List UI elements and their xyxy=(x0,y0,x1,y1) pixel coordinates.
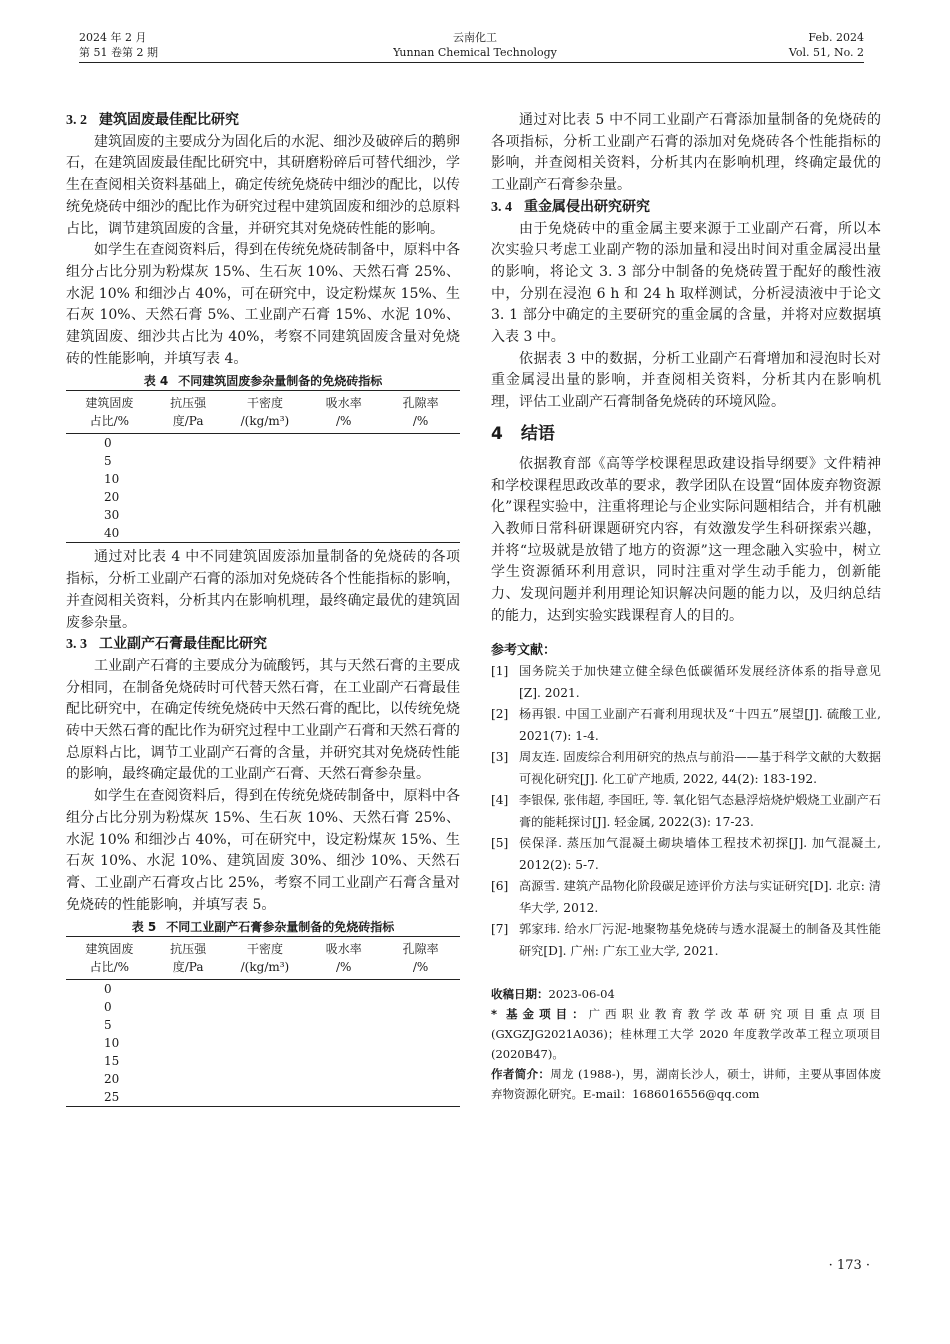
table-title: 不同建筑固废参杂量制备的免烧砖指标 xyxy=(178,374,383,389)
reference-item: [3] 周友连. 固废综合利用研究的热点与前沿——基于科学文献的大数据可视化研究[J]. 化工矿产地质, 2022, 44(2): 183-192. xyxy=(491,750,881,786)
table-row: 5 xyxy=(104,1018,112,1033)
table-header-row xyxy=(66,937,460,980)
section-title: 工业副产石膏最佳配比研究 xyxy=(99,636,267,653)
table-row: 25 xyxy=(104,1090,120,1105)
paragraph: 通过对比表 4 中不同建筑固废添加量制备的免烧砖的各项指标，分析工业副产石膏的添加对免烧砖各个性能指标的影响，并查阅相关资料，分析其内在影响机理，最终确定最优的建筑固废参杂量。 xyxy=(66,549,460,631)
table-number: 表 4 xyxy=(143,374,169,389)
reference-item: [4] 李银保, 张伟超, 李国旺, 等. 氧化铝气态悬浮焙烧炉煅烧工业副产石膏的能耗探讨[J]. 轻金属, 2022(3): 17-23. xyxy=(491,793,881,829)
section-title: 结语 xyxy=(520,423,555,444)
left-column xyxy=(66,110,460,1107)
table-row: 30 xyxy=(104,508,120,523)
column-header: 吸水率 /% xyxy=(325,942,362,975)
right-column xyxy=(491,110,881,1104)
table-title: 不同工业副产石膏参杂量制备的免烧砖指标 xyxy=(166,920,395,935)
column-header: 孔隙率 /% xyxy=(402,396,439,429)
section-number: 3. 2 xyxy=(66,113,87,128)
header-rule xyxy=(79,62,864,63)
section-number: 3. 4 xyxy=(491,199,512,215)
header-volume-en: Vol. 51, No. 2 xyxy=(788,46,864,59)
author-info: 作者简介：周龙 (1988-)，男，湖南长沙人，硕士，讲师，主要从事固体废弃物资源化研究。E-mail：1686016556@qq.com xyxy=(491,1067,882,1102)
reference-item: [5] 侯保泽. 蒸压加气混凝土砌块墙体工程技术初探[J]. 加气混凝土, 2012(2): 5-7. xyxy=(491,836,881,872)
column-header: 抗压强 度/Pa xyxy=(170,942,207,975)
table-row: 0 xyxy=(104,1000,112,1015)
table-row: 0 xyxy=(104,436,112,451)
section-title: 重金属侵出研究研究 xyxy=(524,198,650,215)
table-row: 10 xyxy=(104,472,120,487)
column-header: 吸水率 /% xyxy=(325,396,362,429)
table-row: 40 xyxy=(104,526,120,541)
column-header: 孔隙率 /% xyxy=(402,942,439,975)
column-header: 建筑固废 占比/% xyxy=(85,942,134,975)
header-date-cn: 2024 年 2 月 xyxy=(79,31,147,44)
table-5 xyxy=(66,936,460,1107)
paragraph: 依据教育部《高等学校课程思政建设指导纲要》文件精神和学校课程思政改革的要求，教学团队在设置“固体废弃物资源化”课程实验中，注重将理论与企业实际问题相结合，并有机融入教师日常科研课题研究内容，有效激发学生科研探索兴趣，并将“垃圾就是放错了地方的资源”这一理念融入实验中，树立学生资源循环利用意识，同时注重对学生动手能力，创新能力、发现问题并利用理论知识解决问题的能力以，及归纳总结的能力，达到实验实践课程育人的目的。 xyxy=(491,455,881,624)
table-row: 20 xyxy=(104,490,120,505)
reference-item: [2] 杨再银. 中国工业副产石膏利用现状及“十四五”展望[J]. 硫酸工业, 2021(7): 1-4. xyxy=(491,707,881,743)
section-title: 建筑固废最佳配比研究 xyxy=(99,112,239,128)
received-date: 收稿日期：2023-06-04 xyxy=(491,987,615,1002)
paragraph: 如学生在查阅资料后，得到在传统免烧砖制备中，原料中各组分占比分别为粉煤灰 15%、生石灰 10%、天然石膏 25%、水泥 10% 和细沙占 40%，可在研究中，设定粉煤灰 15%、生石灰 10%、水泥 10%、建筑固废 30%、细沙 10%、天然石膏、工业副产石膏攻占比 25%，考察不同工业副产石膏含量对免烧砖的性能影响，并填写表 5。 xyxy=(66,788,460,913)
section-3-4-heading xyxy=(491,197,881,219)
header-journal-en: Yunnan Chemical Technology xyxy=(393,46,557,59)
references-list xyxy=(491,661,881,962)
paragraph: 建筑固废的主要成分为固化后的水泥、细沙及破碎后的鹅卵石，在建筑固废最佳配比研究中，其研磨粉碎后可替代细沙，学生在查阅相关资料基础上，确定传统免烧砖中细沙的配比，以传统免烧砖中细沙的配比作为研究过程中建筑固废和细沙的总原料占比，调节建筑固废的含量，并研究其对免烧砖性能的影响。 xyxy=(66,133,460,237)
page-number: · 173 · xyxy=(828,1258,870,1273)
section-4-heading xyxy=(491,420,881,448)
references-heading: 参考文献： xyxy=(491,643,557,659)
article-metadata xyxy=(491,984,881,1104)
paragraph: 依据表 3 中的数据，分析工业副产石膏增加和浸泡时长对重金属浸出量的影响，并查阅相关资料，分析其内在影响机理，评估工业副产石膏制备免烧砖的环境风险。 xyxy=(491,350,881,411)
section-number: 3. 3 xyxy=(66,637,87,653)
reference-item: [1] 国务院关于加快建立健全绿色低碳循环发展经济体系的指导意见[Z]. 2021. xyxy=(491,664,881,700)
table-5-caption xyxy=(66,918,460,936)
reference-item: [6] 高源雪. 建筑产品物化阶段碳足迹评价方法与实证研究[D]. 北京: 清华大学, 2012. xyxy=(491,879,881,915)
column-header: 抗压强 度/Pa xyxy=(170,396,207,429)
table-row: 5 xyxy=(104,454,112,469)
table-header-row xyxy=(66,391,460,434)
column-header: 建筑固废 占比/% xyxy=(85,396,134,429)
table-row: 15 xyxy=(104,1054,120,1069)
paragraph: 如学生在查阅资料后，得到在传统免烧砖制备中，原料中各组分占比分别为粉煤灰 15%、生石灰 10%、天然石膏 25%、水泥 10% 和细沙占 40%，可在研究中，设定粉煤灰 15%、生石灰 10%、天然石膏 5%、工业副产石膏 15%、水泥 10%、建筑固废、细沙共占比为 40%，考察不同建筑固废含量对免烧砖的性能影响，并填写表 4。 xyxy=(66,242,460,367)
header-right xyxy=(789,30,864,60)
paragraph: 工业副产石膏的主要成分为硫酸钙，其与天然石膏的主要成分相同，在制备免烧砖时可代替天然石膏，在工业副产石膏最佳配比研究中，在确定传统免烧砖中天然石膏的配比，以传统免烧砖中天然石膏的配比作为研究过程中工业副产石膏和天然石膏的总原料占比，调节工业副产石膏的含量，并研究其对免烧砖性能的影响，最终确定最优的工业副产石膏、天然石膏参杂量。 xyxy=(66,657,460,783)
section-3-3-heading xyxy=(66,634,460,656)
paragraph: 由于免烧砖中的重金属主要来源于工业副产石膏，所以本次实验只考虑工业副产物的添加量和浸出时间对重金属浸出量的影响，将论文 3. 3 部分中制备的免烧砖置于配好的酸性液中，分别在浸泡 6 h 和 24 h 取样测试，分析浸渍液中于论文 3. 1 部分中确定的主要研究的重金属的含量，并将对应数据填入表 3 中。 xyxy=(491,220,881,346)
table-4 xyxy=(66,390,460,543)
column-header: 干密度 /(kg/m³) xyxy=(240,942,290,975)
table-row: 10 xyxy=(104,1036,120,1051)
column-header: 干密度 /(kg/m³) xyxy=(240,396,290,429)
table-row: 20 xyxy=(104,1072,120,1087)
section-3-2-heading xyxy=(66,110,460,132)
header-volume-cn: 第 51 卷第 2 期 xyxy=(79,46,158,59)
section-number: 4 xyxy=(491,423,503,444)
table-number: 表 5 xyxy=(131,920,157,935)
paragraph: 通过对比表 5 中不同工业副产石膏添加量制备的免烧砖的各项指标，分析工业副产石膏的添加对免烧砖各个性能指标的影响，并查阅相关资料，分析其内在影响机理，终确定最优的工业副产石膏参杂量。 xyxy=(491,112,881,194)
header-date-en: Feb. 2024 xyxy=(808,31,864,44)
header-journal-cn: 云南化工 xyxy=(453,31,497,44)
reference-item: [7] 郭家玮. 给水厂污泥-地聚物基免烧砖与透水混凝土的制备及其性能研究[D]. 广州: 广东工业大学, 2021. xyxy=(491,922,881,958)
fund-info: * 基金项目：广西职业教育教学改革研究项目重点项目 (GXGZJG2021A036)；桂林理工大学 2020 年度教学改革工程立项项目 (2020B47)。 xyxy=(491,1007,881,1062)
table-4-caption xyxy=(66,372,460,390)
table-row: 0 xyxy=(104,982,112,997)
